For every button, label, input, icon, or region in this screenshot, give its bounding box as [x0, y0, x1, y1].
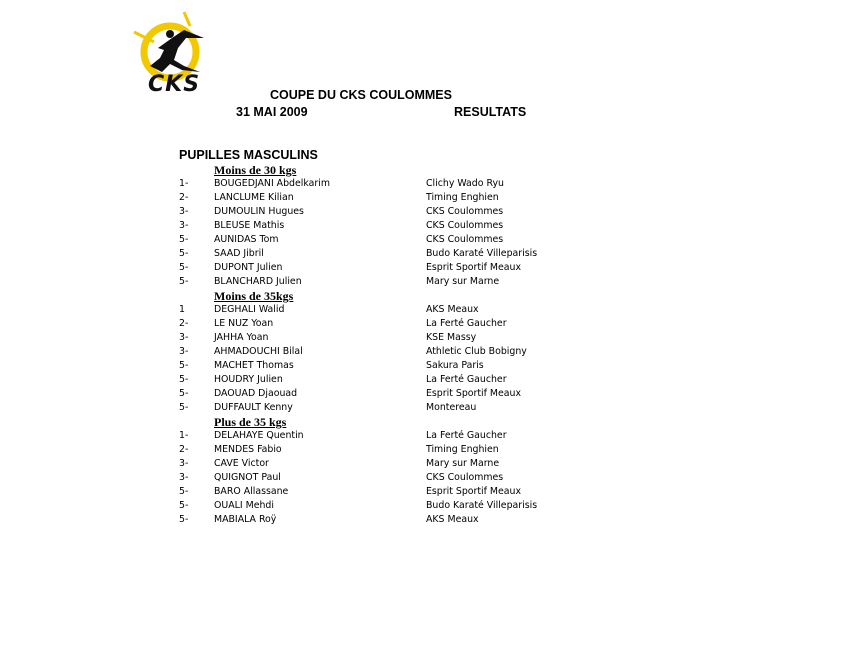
result-row	[179, 513, 639, 527]
athlete-name: SAAD Jibril	[214, 248, 264, 259]
club-name: Budo Karaté Villeparisis	[426, 248, 538, 259]
club-name: AKS Meaux	[426, 304, 479, 315]
club-name: CKS Coulommes	[426, 220, 504, 231]
result-row	[179, 177, 639, 191]
result-row	[179, 247, 639, 261]
result-row	[179, 331, 639, 345]
results-list	[179, 163, 639, 527]
rank: 5-	[179, 374, 189, 385]
event-date: 31 MAI 2009	[236, 105, 308, 119]
club-name: Sakura Paris	[426, 360, 484, 371]
logo-text: CKS	[148, 72, 201, 97]
rank: 3-	[179, 472, 189, 483]
club-name: Mary sur Marne	[426, 458, 500, 469]
club-name: Athletic Club Bobigny	[426, 346, 527, 357]
club-name: La Ferté Gaucher	[426, 318, 507, 329]
athlete-name: HOUDRY Julien	[214, 374, 283, 385]
athlete-name: MACHET Thomas	[214, 360, 294, 371]
rank: 1-	[179, 178, 189, 189]
athlete-name: BOUGEDJANI Abdelkarim	[214, 178, 330, 189]
athlete-name: CAVE Victor	[214, 458, 269, 469]
rank: 5-	[179, 360, 189, 371]
rank: 5-	[179, 402, 189, 413]
rank: 5-	[179, 234, 189, 245]
page-title: COUPE DU CKS COULOMMES	[270, 88, 452, 102]
athlete-name: BLEUSE Mathis	[214, 220, 285, 231]
club-name: Montereau	[426, 402, 477, 413]
rank: 2-	[179, 444, 189, 455]
rank: 5-	[179, 500, 189, 511]
athlete-name: MENDES Fabio	[214, 444, 282, 455]
weight-class-heading: Moins de 30 kgs	[214, 163, 297, 177]
result-row	[179, 233, 639, 247]
result-row	[179, 261, 639, 275]
club-name: La Ferté Gaucher	[426, 374, 507, 385]
athlete-name: OUALI Mehdi	[214, 500, 274, 511]
athlete-name: MABIALA Roÿ	[214, 514, 277, 525]
result-row	[179, 345, 639, 359]
club-name: Budo Karaté Villeparisis	[426, 500, 538, 511]
club-name: Esprit Sportif Meaux	[426, 486, 522, 497]
result-row	[179, 401, 639, 415]
result-row	[179, 387, 639, 401]
athlete-name: DUPONT Julien	[214, 262, 283, 273]
result-row	[179, 219, 639, 233]
club-name: Esprit Sportif Meaux	[426, 262, 522, 273]
club-name: La Ferté Gaucher	[426, 430, 507, 441]
result-row	[179, 373, 639, 387]
rank: 1	[179, 304, 185, 315]
club-name: Mary sur Marne	[426, 276, 500, 287]
result-row	[179, 471, 639, 485]
athlete-name: LE NUZ Yoan	[214, 318, 274, 329]
athlete-name: JAHHA Yoan	[214, 332, 269, 343]
club-name: Timing Enghien	[426, 444, 499, 455]
athlete-name: DUFFAULT Kenny	[214, 402, 293, 413]
weight-class-heading: Plus de 35 kgs	[214, 415, 287, 429]
athlete-name: LANCLUME Kilian	[214, 192, 294, 203]
club-name: CKS Coulommes	[426, 472, 504, 483]
club-name: AKS Meaux	[426, 514, 479, 525]
athlete-name: DAOUAD Djaouad	[214, 388, 298, 399]
club-name: Esprit Sportif Meaux	[426, 388, 522, 399]
club-name: Clichy Wado Ryu	[426, 178, 504, 189]
athlete-name: AUNIDAS Tom	[214, 234, 279, 245]
club-name: KSE Massy	[426, 332, 477, 343]
weight-class-heading: Moins de 35kgs	[214, 289, 294, 303]
result-row	[179, 317, 639, 331]
result-row	[179, 457, 639, 471]
rank: 5-	[179, 248, 189, 259]
rank: 1-	[179, 430, 189, 441]
result-row	[179, 205, 639, 219]
athlete-name: DUMOULIN Hugues	[214, 206, 304, 217]
athlete-name: QUIGNOT Paul	[214, 472, 281, 483]
result-row	[179, 485, 639, 499]
rank: 5-	[179, 388, 189, 399]
rank: 5-	[179, 262, 189, 273]
result-row	[179, 499, 639, 513]
fighter-head	[166, 30, 174, 38]
result-row	[179, 443, 639, 457]
rank: 3-	[179, 346, 189, 357]
result-row	[179, 359, 639, 373]
result-row	[179, 191, 639, 205]
club-name: CKS Coulommes	[426, 234, 504, 245]
results-heading: RESULTATS	[454, 105, 527, 119]
category-heading: PUPILLES MASCULINS	[179, 148, 318, 162]
result-row	[179, 275, 639, 289]
club-name: CKS Coulommes	[426, 206, 504, 217]
rank: 3-	[179, 220, 189, 231]
rank: 5-	[179, 276, 189, 287]
result-row	[179, 429, 639, 443]
athlete-name: DELAHAYE Quentin	[214, 430, 304, 441]
rank: 2-	[179, 318, 189, 329]
club-name: Timing Enghien	[426, 192, 499, 203]
rank: 3-	[179, 332, 189, 343]
athlete-name: AHMADOUCHI Bilal	[214, 346, 303, 357]
athlete-name: DEGHALI Walid	[214, 304, 285, 315]
rank: 3-	[179, 458, 189, 469]
rank: 2-	[179, 192, 189, 203]
rank: 3-	[179, 206, 189, 217]
result-row	[179, 303, 639, 317]
athlete-name: BLANCHARD Julien	[214, 276, 302, 287]
athlete-name: BARO Allassane	[214, 486, 289, 497]
rank: 5-	[179, 486, 189, 497]
rank: 5-	[179, 514, 189, 525]
